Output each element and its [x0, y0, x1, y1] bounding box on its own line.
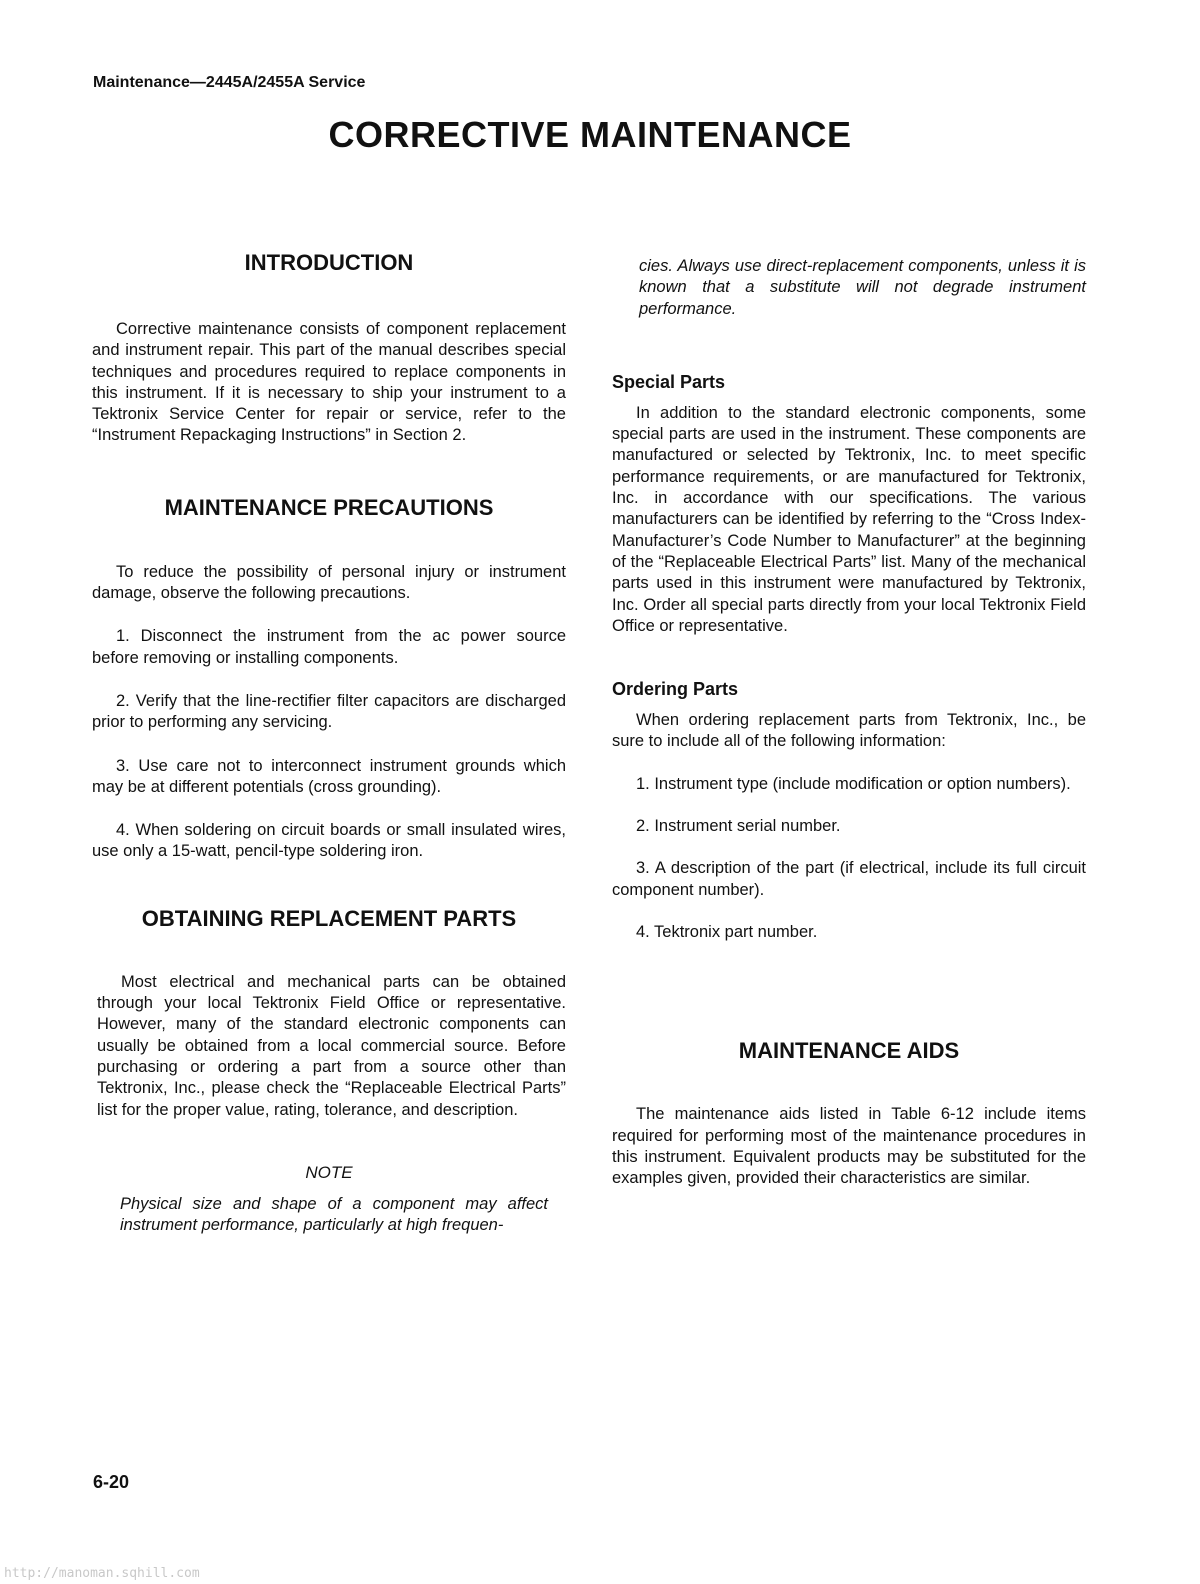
maintenance-aids-paragraph: The maintenance aids listed in Table 6-12 include items required for performing most of the maintenance procedures in this instrument. Equivalent products may be substituted for the examples given, provided their characteristics are similar.	[612, 1105, 1086, 1188]
ordering-item: 4. Tektronix part number.	[636, 922, 818, 941]
special-parts-paragraph: In addition to the standard electronic components, some special parts are used in the instrument. These components are manufactured or selected by Tektronix, Inc. to meet specific performance requirements, or are manufactured for Tektronix, Inc. in accordance with our specifications. The various manufacturers can be identified by referring to the “Cross Index-Manufacturer’s Code Number to Manufacturer” at the beginning of the “Replaceable Electrical Parts” list. Many of the mechanical parts used in this instrument were manufactured by Tektronix, Inc. Order all special parts directly from your local Tektronix Field Office or representative.	[612, 403, 1086, 635]
page-title: CORRECTIVE MAINTENANCE	[328, 114, 852, 155]
obtaining-heading: OBTAINING REPLACEMENT PARTS	[141, 905, 517, 931]
precaution-item: 2. Verify that the line-rectifier filter capacitors are discharged prior to performing any servicing.	[92, 691, 566, 732]
ordering-item: 2. Instrument serial number.	[636, 817, 841, 836]
running-header: Maintenance—2445A/2455A Service	[93, 74, 366, 91]
intro-paragraph: Corrective maintenance consists of component replacement and instrument repair. This part of the manual describes special techniques and procedures required to replace components in this instrument. If it is necessary to ship your instrument to a Tektronix Service Center for repair or service, refer to the “Instrument Repackaging Instructions” in Section 2.	[92, 320, 566, 445]
left-column	[92, 250, 566, 1236]
precaution-item: 1. Disconnect the instrument from the ac power source before removing or installing components.	[92, 627, 566, 667]
ordering-item: 1. Instrument type (include modification or option numbers).	[636, 774, 1071, 793]
obtaining-paragraph: Most electrical and mechanical parts can be obtained through your local Tektronix Field Office or representative. However, many of the standard electronic components can usually be obtained from a local commercial source. Before purchasing or ordering a part from a source other than Tektronix, Inc., please check the “Replaceable Electrical Parts” list for the proper value, rating, tolerance, and description.	[97, 972, 566, 1119]
watermark-url: http://manoman.sqhill.com	[4, 1566, 200, 1581]
ordering-parts-heading: Ordering Parts	[612, 679, 739, 700]
precaution-item: 4. When soldering on circuit boards or small insulated wires, use only a 15-watt, pencil-type soldering iron.	[92, 821, 566, 861]
right-column	[612, 256, 1086, 1189]
ordering-item: 3. A description of the part (if electrical, include its full circuit component number).	[612, 859, 1086, 899]
special-parts-heading: Special Parts	[612, 371, 726, 392]
note-text: Physical size and shape of a component may affect instrument performance, particularly at high frequen-	[120, 1194, 548, 1235]
maintenance-aids-heading: MAINTENANCE AIDS	[738, 1038, 960, 1064]
intro-heading: INTRODUCTION	[244, 250, 414, 275]
page-number: 6-20	[93, 1472, 130, 1492]
precaution-item: 3. Use care not to interconnect instrument grounds which may be at different potentials (cross grounding).	[92, 756, 566, 796]
ordering-intro: When ordering replacement parts from Tektronix, Inc., be sure to include all of the following information:	[612, 711, 1086, 751]
note-continuation: cies. Always use direct-replacement components, unless it is known that a substitute will not degrade instrument performance.	[639, 257, 1086, 318]
precautions-intro: To reduce the possibility of personal injury or instrument damage, observe the following precautions.	[92, 562, 566, 603]
note-label: NOTE	[305, 1162, 353, 1182]
precautions-heading: MAINTENANCE PRECAUTIONS	[164, 494, 494, 520]
